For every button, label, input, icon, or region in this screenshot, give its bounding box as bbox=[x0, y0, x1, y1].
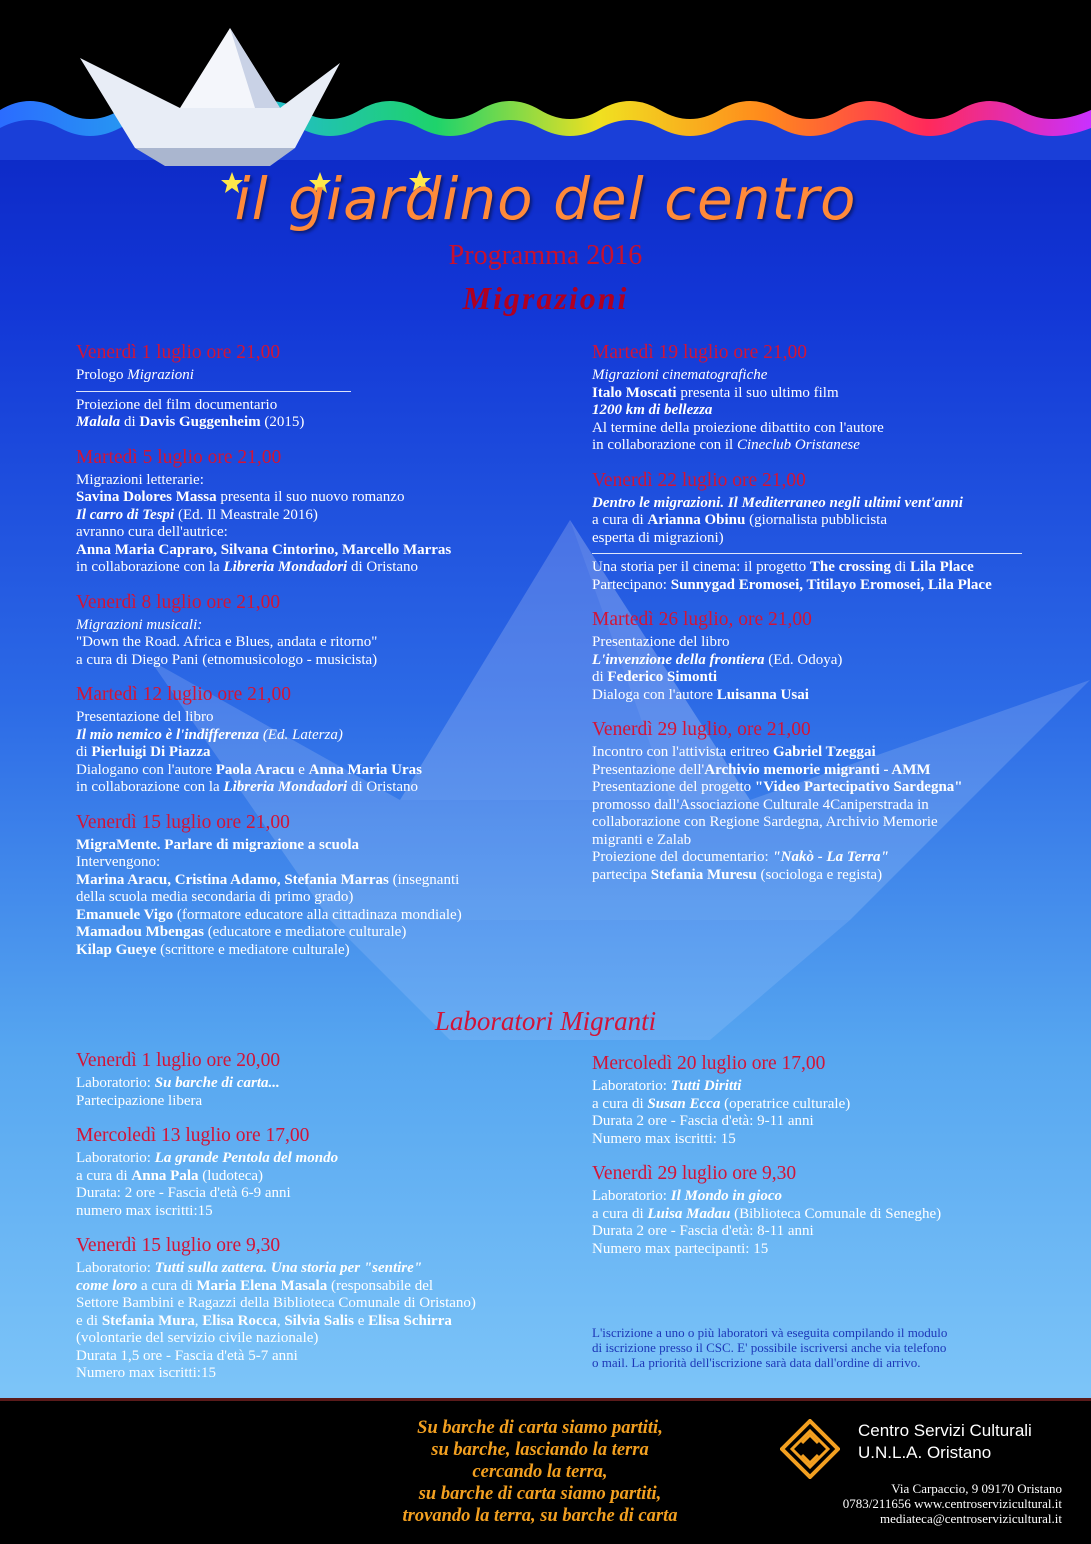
event-detail-line bbox=[76, 924, 576, 942]
text-segment: (2015) bbox=[260, 414, 305, 430]
text-segment: Mamadou Mbengas bbox=[76, 924, 204, 940]
text-segment: Migrazioni cinematografiche bbox=[592, 367, 768, 383]
address-line: mediateca@centroservizicultural.it bbox=[880, 1511, 1062, 1526]
event-detail-line bbox=[592, 559, 1082, 577]
text-segment: Dialogano con l'autore bbox=[76, 761, 216, 778]
text-segment: Cineclub Oristanese bbox=[736, 437, 860, 453]
event-detail-line bbox=[76, 1168, 576, 1186]
event-date-heading: Venerdì 15 luglio ore 21,00 bbox=[76, 811, 290, 833]
text-segment: Tutti Diritti bbox=[670, 1078, 742, 1094]
address-line: Via Carpaccio, 9 09170 Oristano bbox=[891, 1481, 1062, 1496]
event-detail-line bbox=[592, 420, 1082, 438]
text-segment: Settore Bambini e Ragazzi della Biblioteca Comunale di Oristano) bbox=[76, 1295, 476, 1311]
text-segment: in collaborazione con la bbox=[76, 559, 224, 575]
text-segment: Stefania Muresu bbox=[650, 866, 757, 883]
text-segment: della scuola media secondaria di primo grado) bbox=[76, 889, 354, 905]
text-segment: Maria Elena Masala bbox=[196, 1277, 328, 1294]
event-detail-line bbox=[76, 652, 576, 670]
labs-left-column bbox=[76, 1049, 576, 1397]
event-date-heading: Mercoledì 20 luglio ore 17,00 bbox=[592, 1053, 826, 1074]
text-segment: Gabriel Tzeggai bbox=[772, 744, 876, 760]
event-detail-line bbox=[592, 652, 1082, 670]
event-detail-line bbox=[76, 507, 576, 525]
text-segment: Presentazione del progetto bbox=[592, 779, 755, 795]
event-detail-line bbox=[76, 1185, 576, 1203]
program-year: Programma 2016 bbox=[448, 240, 643, 271]
event-detail-line bbox=[592, 495, 1082, 513]
text-segment: promosso dall'Associazione Culturale 4Caniperstrada in bbox=[592, 796, 929, 813]
event-detail-line bbox=[76, 617, 576, 635]
text-segment: numero max iscritti:15 bbox=[76, 1202, 213, 1219]
separator-line bbox=[76, 391, 351, 392]
event-detail-line bbox=[592, 1096, 1082, 1114]
event-detail-line bbox=[592, 577, 1082, 595]
text-segment: (giornalista pubblicista bbox=[745, 512, 887, 528]
event-detail-line bbox=[76, 1278, 576, 1296]
event-block bbox=[592, 1162, 1082, 1258]
event-detail-line bbox=[592, 779, 1082, 797]
text-segment: Laboratorio: bbox=[592, 1188, 671, 1204]
event-detail-line bbox=[76, 1295, 576, 1313]
text-segment: Stefania Mura bbox=[101, 1312, 195, 1329]
event-detail-line bbox=[76, 367, 576, 385]
text-segment: a cura di Diego Pani (etnomusicologo - musicista) bbox=[76, 651, 378, 668]
text-segment: (Ed. Laterza) bbox=[259, 726, 343, 743]
text-segment: di Oristano bbox=[347, 559, 419, 575]
registration-note-line: L'iscrizione a uno o più laboratori và eseguita compilando il modulo bbox=[592, 1325, 948, 1340]
text-segment: di Oristano bbox=[347, 779, 419, 795]
text-segment: di bbox=[890, 559, 911, 575]
text-segment: Malala bbox=[76, 414, 121, 430]
text-segment: Dialoga con l'autore bbox=[592, 686, 717, 703]
text-segment: Paola Aracu bbox=[215, 761, 295, 778]
labs-right-column bbox=[592, 1052, 1082, 1272]
event-detail-line bbox=[76, 524, 576, 542]
text-segment: (sociologa e regista) bbox=[756, 866, 883, 883]
text-segment: Intervengono: bbox=[76, 854, 161, 870]
event-detail-line bbox=[592, 1131, 1082, 1149]
text-segment: Partecipano: bbox=[592, 576, 671, 593]
text-segment: Proiezione del film documentario bbox=[76, 396, 278, 413]
title-stars-decoration bbox=[0, 0, 1091, 320]
event-block bbox=[592, 469, 1082, 595]
text-segment: Una storia per il cinema: il progetto bbox=[592, 559, 810, 575]
poster-title: il giardino del centro bbox=[234, 165, 857, 233]
event-detail-line bbox=[76, 1313, 576, 1331]
event-block bbox=[592, 718, 1082, 884]
text-segment: MigraMente. Parlare di migrazione a scuola bbox=[76, 836, 359, 853]
event-detail-line bbox=[76, 779, 576, 797]
footer bbox=[0, 1398, 1091, 1544]
text-segment: di bbox=[592, 669, 608, 685]
event-block bbox=[76, 1049, 576, 1110]
text-segment: Presentazione dell' bbox=[592, 761, 705, 778]
text-segment: (Biblioteca Comunale di Seneghe) bbox=[730, 1205, 942, 1222]
text-segment: (responsabile del bbox=[327, 1277, 434, 1294]
program-theme: Migrazioni bbox=[462, 280, 629, 316]
text-segment: Libreria Mondadori bbox=[223, 779, 348, 795]
event-detail-line bbox=[592, 402, 1082, 420]
poem-line: cercando la terra, bbox=[472, 1462, 608, 1482]
text-segment: di bbox=[120, 414, 140, 430]
text-segment: Dentro le migrazioni. Il Mediterraneo negli ultimi vent'anni bbox=[592, 494, 963, 511]
text-segment: a cura di bbox=[592, 1205, 648, 1222]
text-segment: Elisa Rocca bbox=[202, 1312, 277, 1329]
event-date-heading: Venerdì 15 luglio ore 9,30 bbox=[76, 1235, 281, 1256]
event-detail-line bbox=[592, 530, 1082, 548]
text-segment: Proiezione del documentario: bbox=[592, 849, 773, 865]
event-detail-line bbox=[76, 634, 576, 652]
event-date-heading: Venerdì 29 luglio, ore 21,00 bbox=[592, 719, 811, 740]
text-segment: e bbox=[294, 761, 309, 778]
text-segment: "Down the Road. Africa e Blues, andata e ritorno" bbox=[76, 634, 378, 650]
event-detail-line bbox=[76, 472, 576, 490]
text-segment: Durata: 2 ore - Fascia d'età 6-9 anni bbox=[76, 1185, 291, 1201]
text-segment: e bbox=[353, 1312, 369, 1329]
event-detail-line bbox=[592, 367, 1082, 385]
event-detail-line bbox=[592, 1241, 1082, 1259]
event-block bbox=[76, 591, 576, 670]
event-detail-line bbox=[592, 1223, 1082, 1241]
event-block bbox=[76, 446, 576, 577]
event-detail-line bbox=[76, 559, 576, 577]
text-segment: migranti e Zalab bbox=[592, 831, 692, 848]
text-segment: Libreria Mondadori bbox=[223, 559, 348, 575]
event-detail-line bbox=[592, 797, 1082, 815]
event-date-heading: Venerdì 1 luglio ore 20,00 bbox=[76, 1050, 281, 1071]
text-segment: Laboratorio: bbox=[76, 1075, 155, 1091]
text-segment: (Ed. Il Meastrale 2016) bbox=[174, 506, 318, 523]
event-date-heading: Venerdì 22 luglio ore 21,00 bbox=[592, 469, 806, 491]
text-segment: Durata 1,5 ore - Fascia d'età 5-7 anni bbox=[76, 1347, 298, 1364]
text-segment: Laboratorio: bbox=[76, 1260, 155, 1276]
event-date-heading: Martedì 5 luglio ore 21,00 bbox=[76, 446, 282, 468]
text-segment: Anna Maria Capraro, Silvana Cintorino, Marcello Marras bbox=[76, 541, 452, 558]
event-detail-line bbox=[76, 889, 576, 907]
text-segment: Luisanna Usai bbox=[716, 686, 809, 703]
text-segment: collaborazione con Regione Sardegna, Archivio Memorie bbox=[592, 814, 938, 830]
event-detail-line bbox=[592, 867, 1082, 885]
text-segment: (formatore educatore alla cittadinaza mondiale) bbox=[173, 906, 462, 923]
text-segment: in collaborazione con il bbox=[592, 437, 737, 453]
text-segment: Numero max iscritti: 15 bbox=[592, 1130, 736, 1147]
text-segment: (insegnanti bbox=[388, 871, 460, 888]
event-detail-line bbox=[76, 907, 576, 925]
text-segment: Laboratorio: bbox=[592, 1078, 671, 1094]
text-segment: Durata 2 ore - Fascia d'età: 9-11 anni bbox=[592, 1113, 814, 1129]
text-segment: Migrazioni bbox=[127, 367, 194, 383]
event-detail-line bbox=[76, 837, 576, 855]
event-detail-line bbox=[76, 709, 576, 727]
text-segment: Partecipazione libera bbox=[76, 1092, 203, 1109]
text-segment: Migrazioni musicali: bbox=[76, 616, 203, 633]
labs-section-title: Laboratori Migranti bbox=[434, 1006, 657, 1036]
event-detail-line bbox=[592, 1113, 1082, 1131]
event-detail-line bbox=[76, 872, 576, 890]
event-date-heading: Venerdì 1 luglio ore 21,00 bbox=[76, 342, 281, 363]
registration-note-line: o mail. La priorità dell'iscrizione sarà data dall'ordine di arrivo. bbox=[592, 1355, 921, 1370]
events-right-column bbox=[592, 341, 1082, 898]
text-segment: Anna Pala bbox=[131, 1167, 199, 1184]
event-detail-line bbox=[76, 1330, 576, 1348]
registration-note-line: di iscrizione presso il CSC. E' possibile iscriversi anche via telefono bbox=[592, 1340, 947, 1355]
text-segment: in collaborazione con la bbox=[76, 779, 224, 795]
text-segment: a cura di bbox=[137, 1277, 197, 1294]
separator-line bbox=[592, 553, 1022, 554]
text-segment: e di bbox=[76, 1312, 102, 1329]
event-detail-line bbox=[76, 1348, 576, 1366]
text-segment: Susan Ecca bbox=[647, 1095, 721, 1112]
text-segment: , bbox=[194, 1312, 203, 1329]
event-detail-line bbox=[592, 814, 1082, 832]
text-segment: Kilap Gueye bbox=[76, 941, 157, 958]
text-segment: Anna Maria Uras bbox=[308, 761, 422, 778]
text-segment: Italo Moscati bbox=[592, 384, 677, 401]
text-segment: Arianna Obinu bbox=[647, 512, 746, 528]
text-segment: Savina Dolores Massa bbox=[76, 489, 217, 505]
event-date-heading: Venerdì 29 luglio ore 9,30 bbox=[592, 1163, 797, 1184]
text-segment: La grande Pentola del mondo bbox=[154, 1150, 339, 1166]
text-segment: presenta il suo nuovo romanzo bbox=[216, 489, 405, 505]
event-detail-line bbox=[592, 512, 1082, 530]
event-block bbox=[76, 683, 576, 797]
text-segment: Migrazioni letterarie: bbox=[76, 471, 204, 488]
event-detail-line bbox=[76, 1365, 576, 1383]
event-detail-line bbox=[76, 744, 576, 762]
event-detail-line bbox=[76, 489, 576, 507]
text-segment: avranno cura dell'autrice: bbox=[76, 524, 228, 540]
event-date-heading: Martedì 26 luglio, ore 21,00 bbox=[592, 609, 812, 630]
event-detail-line bbox=[592, 437, 1082, 455]
event-detail-line bbox=[76, 1093, 576, 1111]
event-block bbox=[592, 608, 1082, 704]
org-address bbox=[822, 1481, 1062, 1526]
text-segment: Archivio memorie migranti - AMM bbox=[704, 761, 931, 778]
poem-line: trovando la terra, su barche di carta bbox=[402, 1506, 678, 1526]
event-detail-line bbox=[76, 942, 576, 960]
text-segment: 1200 km di bellezza bbox=[592, 402, 713, 418]
text-segment: Su barche di carta... bbox=[154, 1075, 280, 1091]
csc-logo-icon bbox=[780, 1419, 840, 1479]
text-segment: (Ed. Odoya) bbox=[764, 651, 843, 668]
text-segment: Pierluigi Di Piazza bbox=[91, 744, 211, 760]
footer-poem bbox=[360, 1417, 720, 1527]
event-detail-line bbox=[76, 1203, 576, 1221]
poem-line: Su barche di carta siamo partiti, bbox=[417, 1418, 663, 1438]
event-block bbox=[76, 1124, 576, 1220]
event-block bbox=[592, 341, 1082, 455]
event-detail-line bbox=[76, 727, 576, 745]
text-segment: presenta il suo ultimo film bbox=[676, 384, 839, 401]
text-segment: Numero max iscritti:15 bbox=[76, 1365, 216, 1381]
text-segment: Emanuele Vigo bbox=[76, 906, 174, 923]
text-segment: (operatrice culturale) bbox=[720, 1095, 851, 1112]
text-segment: Laboratorio: bbox=[76, 1150, 155, 1166]
text-segment: (ludoteca) bbox=[198, 1167, 264, 1184]
text-segment: "Video Partecipativo Sardegna" bbox=[754, 779, 963, 795]
text-segment: come loro bbox=[76, 1277, 138, 1294]
event-detail-line bbox=[76, 1150, 576, 1168]
event-date-heading: Martedì 19 luglio ore 21,00 bbox=[592, 342, 808, 363]
event-detail-line bbox=[76, 542, 576, 560]
event-detail-line bbox=[592, 762, 1082, 780]
text-segment: partecipa bbox=[592, 866, 651, 883]
text-segment: The crossing bbox=[809, 559, 891, 575]
text-segment: Durata 2 ore - Fascia d'età: 8-11 anni bbox=[592, 1223, 814, 1239]
text-segment: Al termine della proiezione dibattito con l'autore bbox=[592, 419, 884, 436]
text-segment: Presentazione del libro bbox=[592, 634, 730, 650]
text-segment: "Nakò - La Terra" bbox=[772, 849, 889, 865]
text-segment: Federico Simonti bbox=[607, 669, 717, 685]
event-detail-line bbox=[76, 397, 576, 415]
text-segment: Lila Place bbox=[910, 559, 974, 575]
text-segment: Marina Aracu, Cristina Adamo, Stefania Marras bbox=[76, 871, 389, 888]
text-segment: Prologo bbox=[76, 367, 128, 383]
event-detail-line bbox=[592, 669, 1082, 687]
text-segment: Il mio nemico è l'indifferenza bbox=[76, 726, 260, 743]
text-segment: esperta di migrazioni) bbox=[592, 529, 724, 546]
text-segment: Luisa Madau bbox=[647, 1205, 731, 1222]
event-block bbox=[592, 1052, 1082, 1148]
text-segment: (scrittore e mediatore culturale) bbox=[156, 941, 350, 958]
text-segment: Sunnygad Eromosei, Titilayo Eromosei, Lila Place bbox=[670, 576, 992, 593]
text-segment: a cura di bbox=[592, 1095, 648, 1112]
events-left-column bbox=[76, 341, 576, 973]
event-date-heading: Venerdì 8 luglio ore 21,00 bbox=[76, 591, 281, 613]
event-detail-line bbox=[76, 1075, 576, 1093]
org-name: Centro Servizi Culturali bbox=[858, 1421, 1032, 1440]
text-segment: (educatore e mediatore culturale) bbox=[203, 924, 407, 940]
event-detail-line bbox=[592, 687, 1082, 705]
registration-note bbox=[592, 1325, 1032, 1370]
event-detail-line bbox=[592, 1188, 1082, 1206]
text-segment: Numero max partecipanti: 15 bbox=[592, 1240, 769, 1257]
event-date-heading: Martedì 12 luglio ore 21,00 bbox=[76, 684, 292, 705]
text-segment: Davis Guggenheim bbox=[139, 414, 261, 430]
event-date-heading: Mercoledì 13 luglio ore 17,00 bbox=[76, 1125, 310, 1146]
text-segment: a cura di bbox=[76, 1167, 132, 1184]
text-segment: , bbox=[276, 1312, 285, 1329]
event-detail-line bbox=[76, 414, 576, 432]
event-detail-line bbox=[76, 1260, 576, 1278]
event-detail-line bbox=[592, 1206, 1082, 1224]
event-block bbox=[76, 1234, 576, 1383]
event-detail-line bbox=[76, 762, 576, 780]
event-detail-line bbox=[592, 849, 1082, 867]
text-segment: Incontro con l'attivista eritreo bbox=[592, 744, 773, 760]
text-segment: (volontarie del servizio civile nazionale) bbox=[76, 1330, 319, 1346]
text-segment: Il Mondo in gioco bbox=[670, 1188, 783, 1204]
org-subname: U.N.L.A. Oristano bbox=[858, 1443, 992, 1462]
event-detail-line bbox=[592, 744, 1082, 762]
event-detail-line bbox=[592, 385, 1082, 403]
poem-line: su barche, lasciando la terra bbox=[431, 1440, 649, 1460]
event-detail-line bbox=[76, 854, 576, 872]
event-block bbox=[76, 341, 576, 432]
event-block bbox=[76, 811, 576, 960]
text-segment: a cura di bbox=[592, 512, 648, 528]
event-detail-line bbox=[592, 832, 1082, 850]
text-segment: di bbox=[76, 744, 92, 760]
event-detail-line bbox=[592, 1078, 1082, 1096]
poem-line: su barche di carta siamo partiti, bbox=[418, 1484, 662, 1504]
text-segment: Silvia Salis bbox=[284, 1312, 354, 1329]
text-segment: Presentazione del libro bbox=[76, 709, 214, 725]
text-segment: Elisa Schirra bbox=[368, 1312, 452, 1329]
event-detail-line bbox=[592, 634, 1082, 652]
text-segment: Il carro di Tespi bbox=[76, 506, 175, 523]
text-segment: L'invenzione della frontiera bbox=[592, 651, 765, 668]
address-line: 0783/211656 www.centroservizicultural.it bbox=[842, 1496, 1062, 1511]
text-segment: Tutti sulla zattera. Una storia per "sentire" bbox=[154, 1260, 423, 1276]
